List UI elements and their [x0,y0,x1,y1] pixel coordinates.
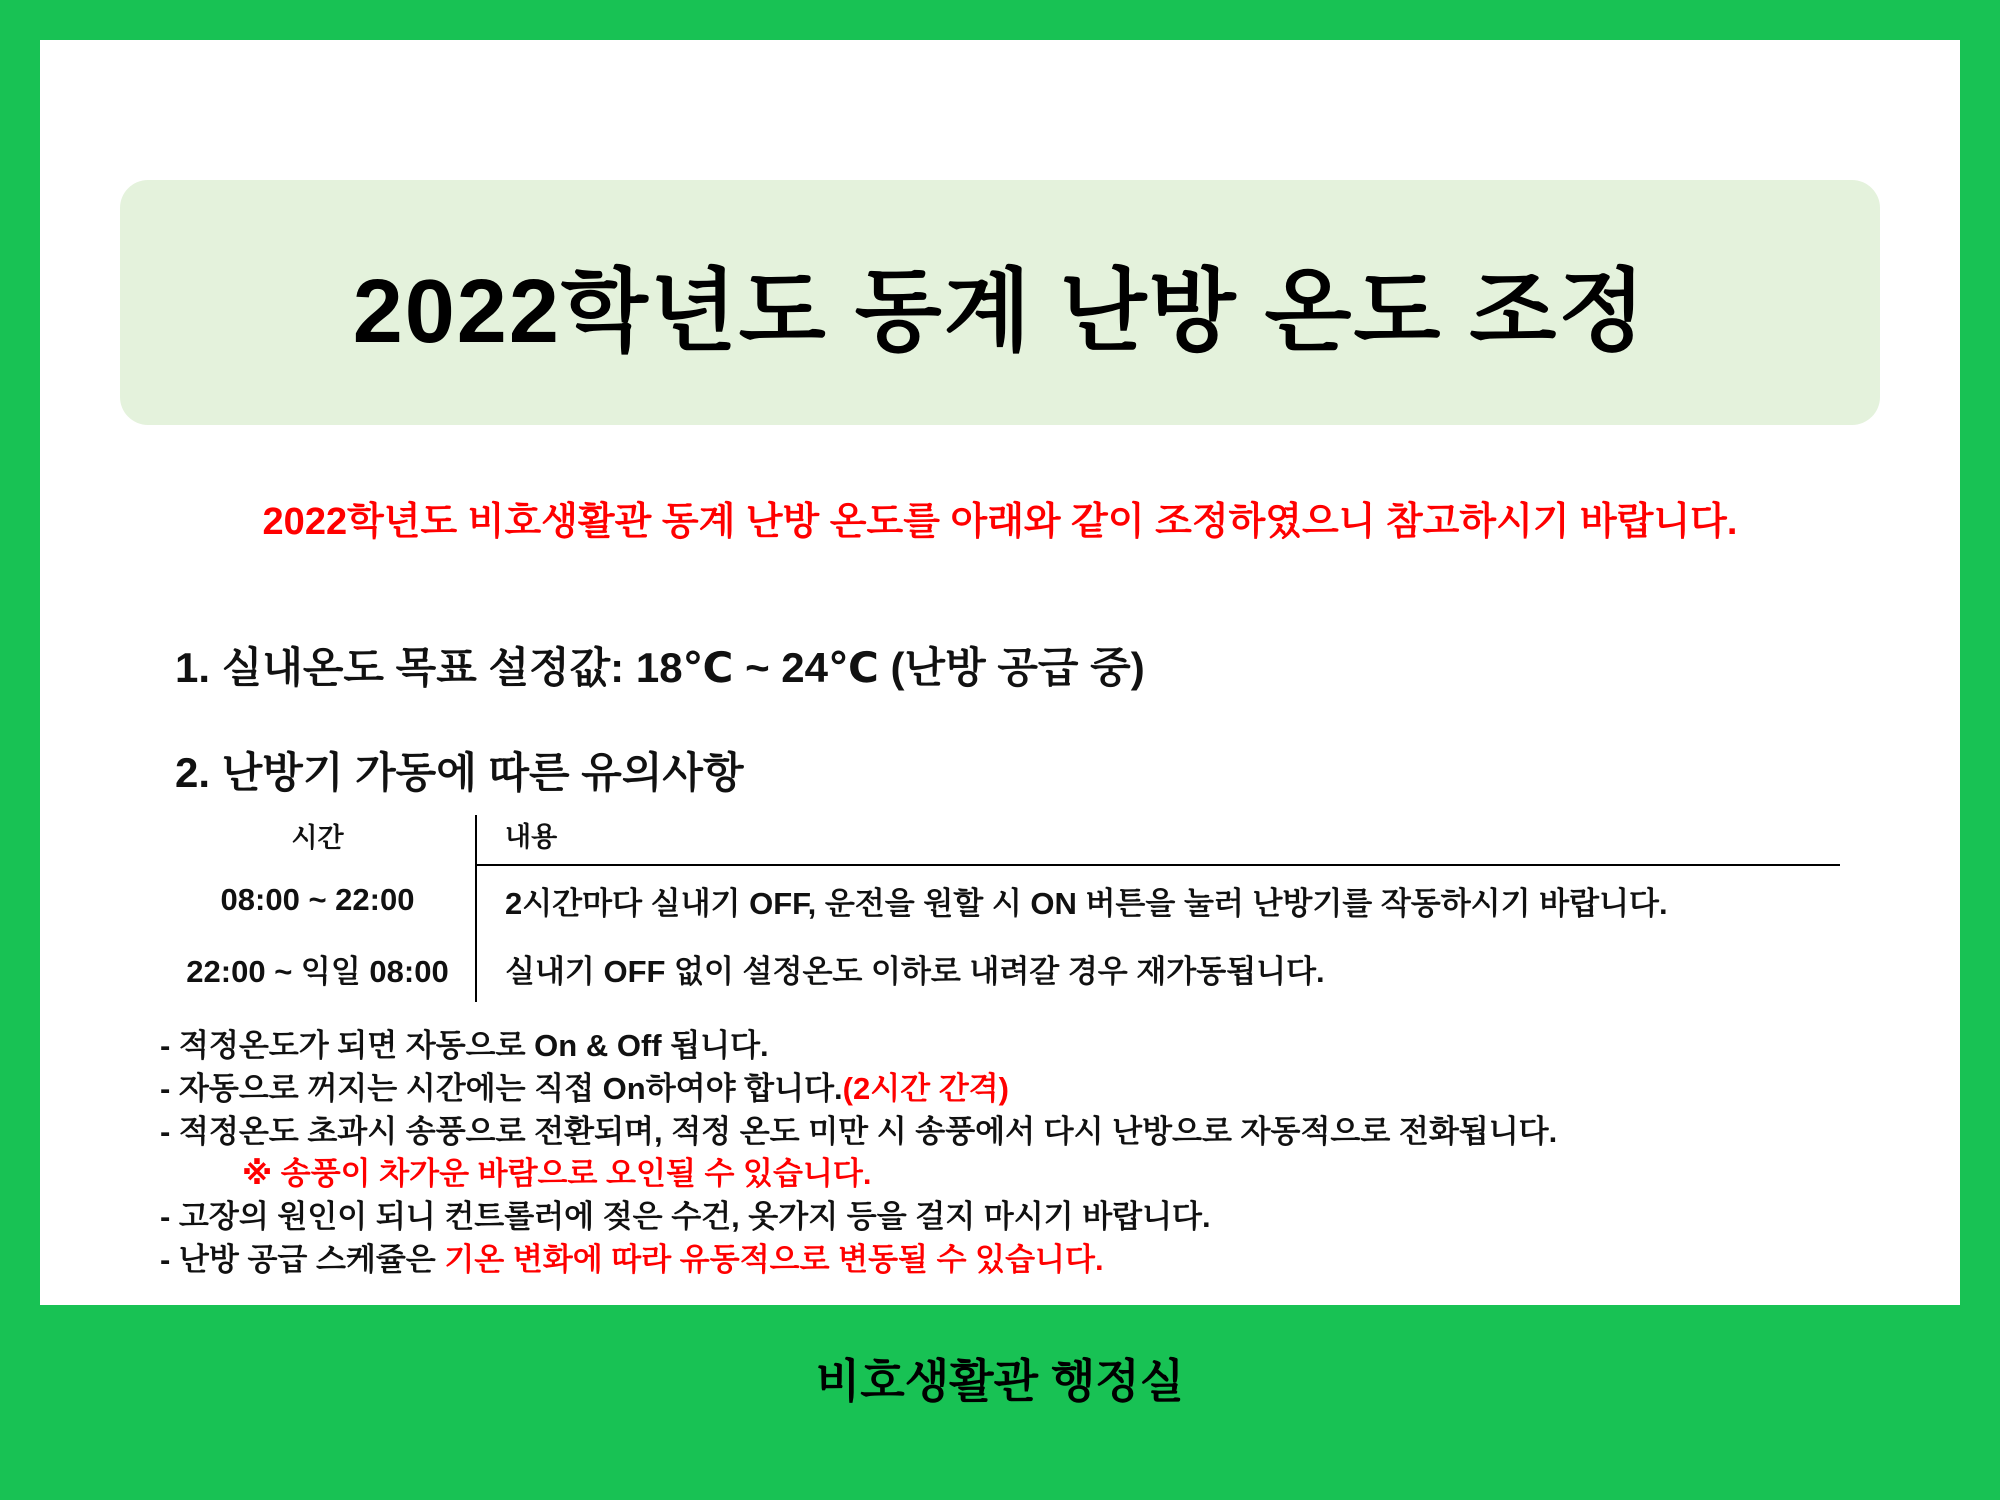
note-text-black-2: - 자동으로 꺼지는 시간에는 직접 On하여야 합니다. [160,1070,843,1106]
schedule-table [160,815,1840,1002]
note-text-black-1: - 적정온도가 되면 자동으로 On & Off 됩니다. [160,1028,769,1063]
cell-time-1: 08:00 ~ 22:00 [220,881,415,917]
note-item-4 [160,1153,1900,1196]
subtitle-text: 2022학년도 비호생활관 동계 난방 온도를 아래와 같이 조정하였으니 참고하시기 바랍니다. [262,501,1738,543]
note-item-2 [160,1068,1900,1111]
note-text-red-6: 기온 변화에 따라 유동적으로 변동될 수 있습니다. [444,1241,1104,1277]
page-title: 2022학년도 동계 난방 온도 조정 [352,261,1648,362]
cell-content-2: 실내기 OFF 없이 설정온도 이하로 내려갈 경우 재가동됩니다. [476,934,1840,1002]
cell-content-1: 2시간마다 실내기 OFF, 운전을 원할 시 ON 버튼을 눌러 난방기를 작동하시기 바랍니다. [476,865,1840,934]
note-text-black-6: - 난방 공급 스케쥴은 [160,1241,445,1277]
note-item-5 [160,1196,1900,1239]
notes-list [160,1025,1900,1282]
column-header-content: 내용 [476,815,1840,865]
note-item-3 [160,1111,1900,1154]
schedule-table-wrapper [160,815,1840,1002]
schedule-table-body [160,865,1840,1002]
title-banner [120,180,1880,425]
item-precautions-heading: 2. 난방기 가동에 따른 유의사항 [175,749,744,796]
note-item-1 [160,1025,1900,1068]
note-text-red-4: ※ 송풍이 차가운 바람으로 오인될 수 있습니다. [242,1156,872,1192]
item-target-temperature: 1. 실내온도 목표 설정값: 18℃ ~ 24℃ (난방 공급 중) [175,644,1145,691]
note-text-red-2: (2시간 간격) [842,1070,1009,1106]
note-text-black-5: - 고장의 원인이 되니 컨트롤러에 젖은 수건, 옷가지 등을 걸지 마시기 바랍니다. [160,1199,1211,1235]
table-header-row [160,815,1840,865]
cell-time-2: 22:00 ~ 익일 08:00 [186,953,449,989]
table-row [160,934,1840,1002]
column-header-time: 시간 [291,822,344,853]
note-text-black-3: - 적정온도 초과시 송풍으로 전환되며, 적정 온도 미만 시 송풍에서 다시 난방으로 자동적으로 전화됩니다. [160,1113,1558,1149]
schedule-table-head [160,815,1840,865]
poster-content-card [40,40,1960,1305]
table-row [160,865,1840,934]
footer-office-name: 비호생활관 행정실 [815,1355,1185,1407]
note-item-6 [160,1239,1900,1282]
